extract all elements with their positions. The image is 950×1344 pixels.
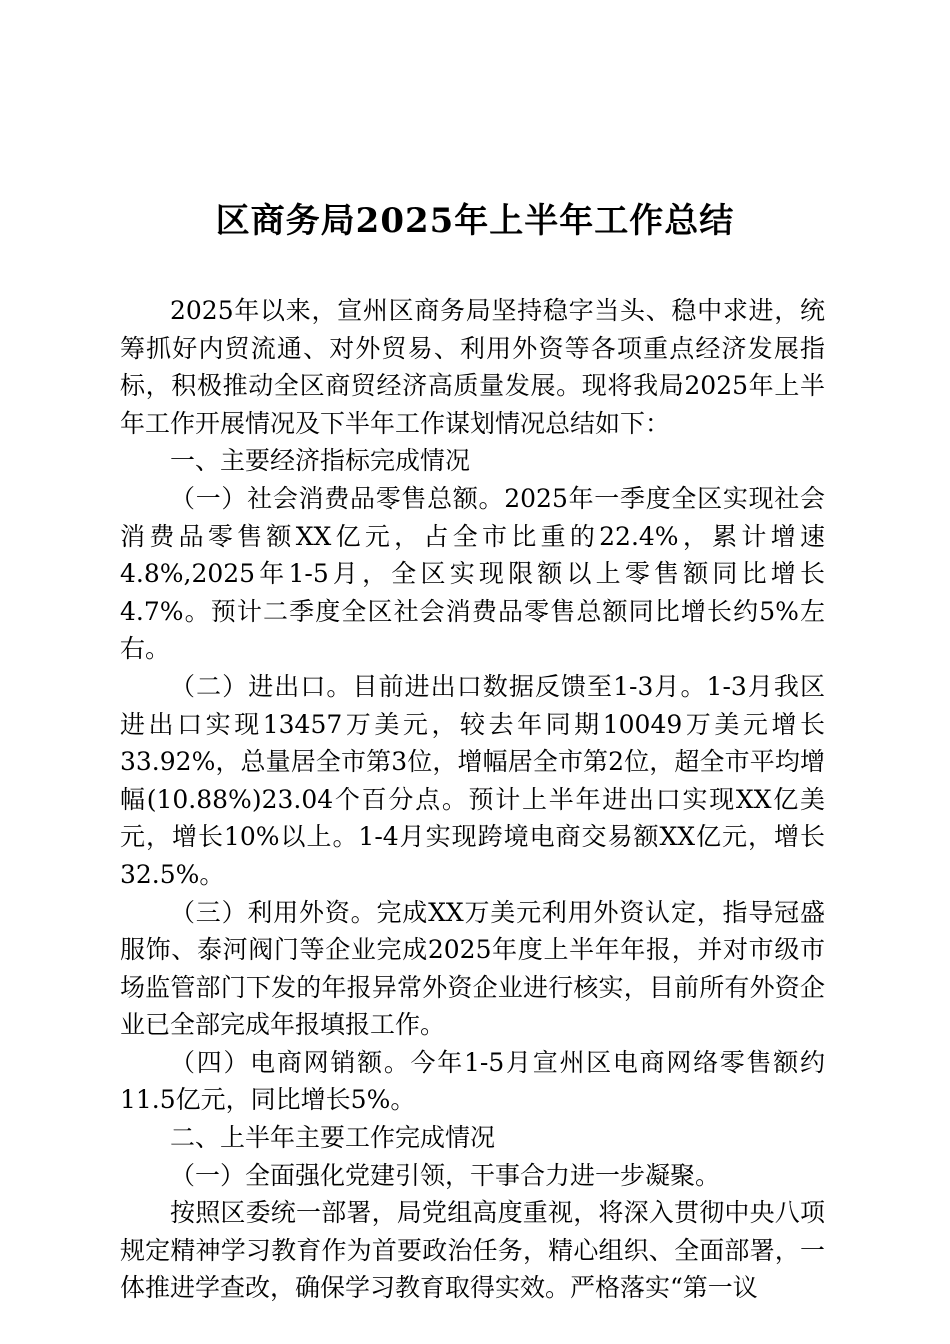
section-2-heading: 二、上半年主要工作完成情况 <box>170 1123 496 1153</box>
intro-paragraph: 2025年以来，宣州区商务局坚持稳字当头、稳中求进，统筹抓好内贸流通、对外贸易、利用外资等各项重点经济发展指标，积极推动全区商贸经济高质量发展。现将我局2025年上半年工作开展情况及下半年工作谋划情况总结如下： <box>120 296 825 438</box>
section-2-subheading: （一）全面强化党建引领，干事合力进一步凝聚。 <box>170 1160 721 1190</box>
section-2-paragraph: 按照区委统一部署，局党组高度重视，将深入贯彻中央八项规定精神学习教育作为首要政治任务，精心组织、全面部署，一体推进学查改，确保学习教育取得实效。严格落实“第一议 <box>120 1198 825 1303</box>
indicator-import-export <box>120 668 825 894</box>
indicator-text: 完成XX万美元利用外资认定，指导冠盛服饰、泰河阀门等企业完成2025年度上半年年报，并对市级市场监管部门下发的年报异常外资企业进行核实，目前所有外资企业已全部完成年报填报工作。 <box>120 897 825 1040</box>
indicator-text: 目前进出口数据反馈至1-3月。1-3月我区进出口实现13457万美元，较去年同期10049万美元增长33.92%，总量居全市第3位，增幅居全市第2位，超全市平均增幅(10.88%)23.04个百分点。预计上半年进出口实现XX亿美元，增长10%以上。1-4月实现跨境电商交易额XX亿元，增长32.5%。 <box>120 671 825 889</box>
document-body <box>120 292 825 1307</box>
indicator-label: （三）利用外资。 <box>170 897 377 927</box>
indicator-foreign-investment <box>120 894 825 1044</box>
section-1-heading: 一、主要经济指标完成情况 <box>170 446 471 476</box>
indicator-retail-sales <box>120 480 825 668</box>
document-page <box>120 0 830 1344</box>
indicator-text: 2025年一季度全区实现社会消费品零售额XX亿元，占全市比重的22.4%，累计增速4.8%,2025年1-5月，全区实现限额以上零售额同比增长4.7%。预计二季度全区社会消费品零售总额同比增长约5%左右。 <box>120 483 825 664</box>
indicator-label: （一）社会消费品零售总额。 <box>170 483 505 513</box>
indicator-text: 今年1-5月宣州区电商网络零售额约11.5亿元，同比增长5%。 <box>120 1047 825 1115</box>
indicator-label: （四）电商网销额。 <box>170 1047 411 1077</box>
document-title: 区商务局2025年上半年工作总结 <box>215 201 735 241</box>
indicator-label: （二）进出口。 <box>170 671 353 701</box>
indicator-ecommerce <box>120 1044 825 1119</box>
